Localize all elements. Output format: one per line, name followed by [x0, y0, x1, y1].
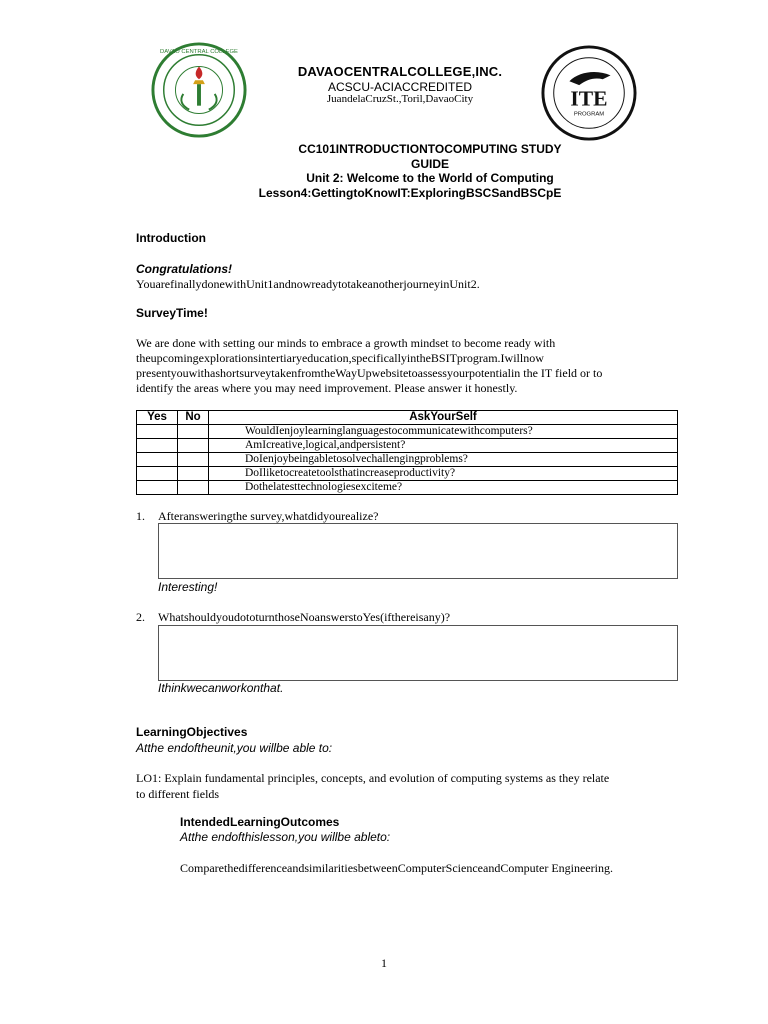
yes-cell[interactable]: [137, 425, 178, 439]
answer-box-2[interactable]: [158, 625, 678, 681]
intended-learning-outcomes-heading: IntendedLearningOutcomes: [180, 815, 340, 829]
college-address: JuandelaCruzSt.,Toril,DavaoCity: [326, 93, 474, 105]
question-number: 2.: [136, 610, 145, 624]
svg-text:PROGRAM: PROGRAM: [573, 111, 605, 118]
congratulations-text: Congratulations!: [136, 262, 232, 276]
lesson-title: Lesson4:GettingtoKnowIT:ExploringBSCSandBSCpE: [258, 186, 562, 200]
survey-paragraph-line: identify the areas where you may need improvement. Please answer it honestly.: [136, 381, 518, 395]
answer-box-1[interactable]: [158, 523, 678, 579]
lo1-text-line: to different fields: [136, 787, 220, 801]
survey-paragraph-line: We are done with setting our minds to embrace a growth mindset to become ready with: [136, 336, 556, 350]
college-name: DAVAOCENTRALCOLLEGE,INC.: [297, 64, 503, 79]
reflection-question-2: WhatshouldyoudototurnthoseNoanswerstoYes(ifthereisany)?: [158, 610, 451, 624]
unit-title: Unit 2: Welcome to the World of Computing: [306, 171, 554, 185]
reflection-question-1: Afteransweringthe survey,whatdidyourealize?: [158, 509, 379, 523]
svg-text:DAVAO CENTRAL COLLEGE: DAVAO CENTRAL COLLEGE: [160, 48, 238, 55]
survey-question: Dothelatesttechnologiesexciteme?: [209, 481, 678, 495]
reflection-note-2: Ithinkwecanworkonthat.: [158, 681, 284, 695]
yes-cell[interactable]: [137, 481, 178, 495]
no-cell[interactable]: [178, 467, 209, 481]
survey-question: AmIcreative,logical,andpersistent?: [209, 439, 678, 453]
survey-heading: SurveyTime!: [136, 306, 208, 320]
page-number: 1: [381, 956, 387, 970]
no-cell[interactable]: [178, 453, 209, 467]
survey-question: WouldIenjoylearninglanguagestocommunicatewithcomputers?: [209, 425, 678, 439]
survey-header-row: [137, 411, 678, 425]
ilo-text: ComparethedifferenceandsimilaritiesbetweenComputerScienceandComputer Engineering.: [180, 861, 613, 875]
survey-row: [137, 467, 678, 481]
introduction-heading: Introduction: [136, 231, 206, 245]
survey-row: [137, 425, 678, 439]
survey-paragraph-line: presentyouwithashortsurveytakenfromtheWayUpwebsitetoassessyourpotentialin the IT field or to: [136, 366, 603, 380]
survey-table: [136, 410, 678, 495]
survey-paragraph-line: theupcomingexplorationsintertiaryeducation,specificallyintheBSITprogram.Iwillnow: [136, 351, 544, 365]
survey-row: [137, 453, 678, 467]
yes-cell[interactable]: [137, 439, 178, 453]
intended-learning-outcomes-sub: Atthe endofthislesson,you willbe ableto:: [180, 830, 391, 844]
accreditation-label: ACSCU-ACIACCREDITED: [327, 80, 472, 94]
course-title-cont: GUIDE: [410, 157, 449, 171]
question-number: 1.: [136, 509, 145, 523]
yes-column-header: Yes: [137, 411, 178, 425]
survey-row: [137, 439, 678, 453]
survey-question: DoIenjoybeingabletosolvechallengingproblems?: [209, 453, 678, 467]
yes-cell[interactable]: [137, 467, 178, 481]
survey-row: [137, 481, 678, 495]
lo1-text-line: LO1: Explain fundamental principles, concepts, and evolution of computing systems as they relate: [136, 771, 610, 785]
svg-text:ITE: ITE: [570, 86, 608, 111]
learning-objectives-sub: Atthe endoftheunit,you willbe able to:: [136, 741, 333, 755]
no-column-header: No: [178, 411, 209, 425]
survey-question: DoIliketocreatetoolsthatincreaseproductivity?: [209, 467, 678, 481]
learning-objectives-heading: LearningObjectives: [136, 725, 248, 739]
no-cell[interactable]: [178, 481, 209, 495]
course-title: CC101INTRODUCTIONTOCOMPUTING STUDY: [298, 142, 562, 156]
no-cell[interactable]: [178, 439, 209, 453]
intro-text: YouarefinallydonewithUnit1andnowreadytotakeanotherjourneyinUnit2.: [136, 277, 480, 291]
yes-cell[interactable]: [137, 453, 178, 467]
no-cell[interactable]: [178, 425, 209, 439]
ask-yourself-column-header: AskYourSelf: [209, 411, 678, 425]
reflection-note-1: Interesting!: [158, 580, 218, 594]
